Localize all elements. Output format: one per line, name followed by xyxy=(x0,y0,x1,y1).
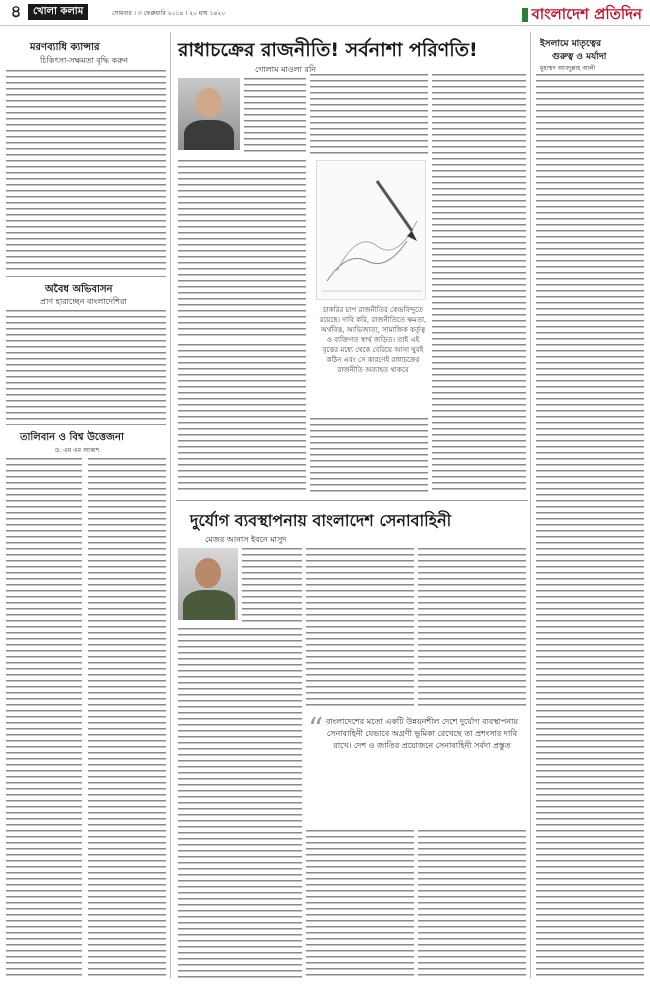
section-label: খোলা কলাম xyxy=(28,4,88,20)
talibani-body-col2 xyxy=(88,458,166,978)
cancer-body xyxy=(6,70,166,270)
page-number: ৪ xyxy=(10,2,22,22)
divider xyxy=(6,276,166,277)
lead-body-col1-top xyxy=(244,78,306,156)
army-byline: মেজর আনাস ইবনে মাসুদ xyxy=(205,535,287,544)
pen-on-paper-illustration xyxy=(316,160,426,300)
army-author-photo xyxy=(178,548,238,620)
army-body-col1-top xyxy=(242,548,302,624)
army-body-col3 xyxy=(418,548,526,708)
lead-body-col3 xyxy=(310,74,428,158)
army-headline: দুর্যোগ ব্যবস্থাপনায় বাংলাদেশ সেনাবাহিনী xyxy=(190,511,452,530)
logo-bar-icon xyxy=(522,8,528,22)
divider xyxy=(176,500,528,501)
islam-body xyxy=(536,74,644,978)
lead-body-col3b xyxy=(310,418,428,494)
army-body-col2 xyxy=(306,548,414,708)
islam-title-line2: গুরুত্ব ও মর্যাদা xyxy=(552,52,607,62)
lead-byline: গোলাম মাওলা রনি xyxy=(255,65,317,74)
migration-subtitle: প্রাণ হারাচ্ছেন বাংলাদেশিরা xyxy=(40,297,127,306)
islam-title: ইসলামে মাতৃত্বের xyxy=(540,39,602,49)
lead-headline: রাধাচক্রের রাজনীতি! সর্বনাশা পরিণতি! xyxy=(178,39,478,61)
migration-body xyxy=(6,310,166,420)
islam-byline: মুহাম্মদ আবদুল্লাহ আলী xyxy=(540,65,596,72)
lead-author-photo xyxy=(178,78,240,150)
author-portrait-uniform-icon xyxy=(195,558,221,588)
uniform-shoulders xyxy=(183,590,235,620)
divider xyxy=(6,424,166,425)
lead-body-col1 xyxy=(178,160,306,340)
author-portrait-icon xyxy=(196,88,222,118)
masthead-logo xyxy=(522,3,642,28)
cancer-subtitle: চিকিৎসা-সক্ষমতা বৃদ্ধি করুন xyxy=(40,56,128,65)
migration-title: অবৈধ অভিবাসন xyxy=(45,284,113,295)
army-pullquote: বাংলাদেশের মতো একটি উন্নয়নশীল দেশে দুর্যোগ ব্যবস্থাপনায় সেনাবাহিনী যেভাবে অগ্রণী ভূমিকা রেখেছে তা প্রশংসার দাবি রাখে। দেশ ও জাতির প্রয়োজনে সেনাবাহিনী সর্বদা প্রস্তুত xyxy=(325,717,519,750)
masthead-text: বাংলাদেশ প্রতিদিন xyxy=(531,5,642,23)
talibani-body-col1 xyxy=(6,458,82,978)
army-body-col2b xyxy=(306,830,414,978)
army-body-col3b xyxy=(418,830,526,978)
cancer-title: মরণব্যাধি ক্যান্সার xyxy=(30,42,100,53)
lead-pullquote: চাকরির চাপ রাজনীতির কেন্দ্রবিন্দুতে রয়েছে। দাবি করি, রাজনীতিতে ক্ষমতা, অর্থবিত্ত, আভিজাত্য, সামাজিক কর্তৃত্ব ও ব্যক্তিগত স্বার্থ জড়িত। তাই এই বৃত্তের মধ্যে থেকে বেরিয়ে আসা খুবই কঠিন এবং সে কারণেই রাধাচক্রের রাজনীতি অব্যাহত থাকবে xyxy=(319,306,427,374)
column-divider xyxy=(530,32,531,978)
column-divider xyxy=(170,32,171,978)
pen-sketch-icon xyxy=(317,161,426,300)
lead-body-col4 xyxy=(432,74,526,494)
talibani-title: তালিবান ও বিশ্ব উত্তেজনা xyxy=(20,432,124,443)
author-shoulders xyxy=(184,120,234,150)
page-header xyxy=(0,0,650,26)
lead-body-col2b xyxy=(178,344,306,494)
date-line: সোমবার । ৩ ফেব্রুয়ারি ২০১৪ । ২০ মাঘ ১৪২০ xyxy=(112,10,226,17)
army-body-col1 xyxy=(178,628,302,978)
talibani-byline: ড. এম এম আকাশ xyxy=(55,447,100,454)
quote-mark-icon: “ xyxy=(308,712,324,747)
